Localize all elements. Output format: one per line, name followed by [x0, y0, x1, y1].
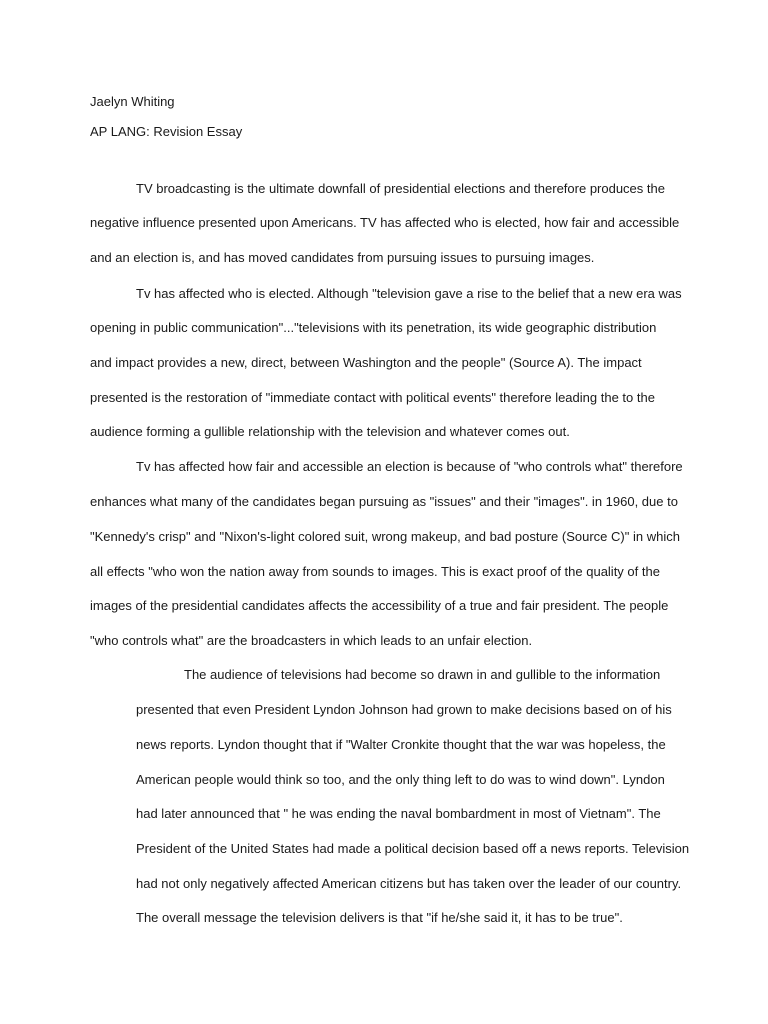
- paragraph-4-line-7: had not only negatively affected American citizens but has taken over the leader of our country.: [136, 876, 682, 891]
- paragraph-1-line-1: TV broadcasting is the ultimate downfall of presidential elections and therefore produces the: [136, 181, 665, 196]
- paragraph-3-line-5: images of the presidential candidates affects the accessibility of a true and fair president. The people: [90, 598, 669, 613]
- paragraph-3-line-2: enhances what many of the candidates began pursuing as "issues" and their "images". in 1960, due to: [90, 494, 678, 509]
- paragraph-3-line-6: "who controls what" are the broadcasters in which leads to an unfair election.: [90, 633, 533, 648]
- paragraph-1-line-2: negative influence presented upon Americans. TV has affected who is elected, how fair and accessible: [90, 215, 680, 230]
- paragraph-4-line-2: presented that even President Lyndon Johnson had grown to make decisions based on of his: [136, 702, 672, 717]
- paragraph-3-line-1: Tv has affected how fair and accessible an election is because of "who controls what" therefore: [136, 459, 683, 474]
- paragraph-2-line-4: presented is the restoration of "immediate contact with political events" therefore leading the to the: [90, 390, 655, 405]
- paragraph-2-line-5: audience forming a gullible relationship with the television and whatever comes out.: [90, 424, 570, 439]
- paragraph-3-line-3: "Kennedy's crisp" and "Nixon's-light colored suit, wrong makeup, and bad posture (Source C)" in which: [90, 529, 680, 544]
- paragraph-2-line-2: opening in public communication"..."televisions with its penetration, its wide geographic distribution: [90, 320, 657, 335]
- paragraph-4-line-4: American people would think so too, and the only thing left to do was to wind down". Lyndon: [136, 772, 665, 787]
- paragraph-2-line-3: and impact provides a new, direct, between Washington and the people" (Source A). The impact: [90, 355, 642, 370]
- paragraph-4-line-3: news reports. Lyndon thought that if "Walter Cronkite thought that the war was hopeless, the: [136, 737, 666, 752]
- paragraph-2-line-1: Tv has affected who is elected. Although "television gave a rise to the belief that a new era was: [136, 286, 682, 301]
- paragraph-4-line-5: had later announced that " he was ending the naval bombardment in most of Vietnam". The: [136, 806, 661, 821]
- paragraph-4-line-6: President of the United States had made a political decision based off a news reports. Television: [136, 841, 690, 856]
- author-name: Jaelyn Whiting: [90, 94, 175, 109]
- course-title: AP LANG: Revision Essay: [90, 124, 243, 139]
- paragraph-4-line-8: The overall message the television delivers is that "if he/she said it, it has to be true".: [136, 910, 623, 925]
- paragraph-3-line-4: all effects "who won the nation away from sounds to images. This is exact proof of the quality of the: [90, 564, 660, 579]
- paragraph-1-line-3: and an election is, and has moved candidates from pursuing issues to pursuing images.: [90, 250, 595, 265]
- paragraph-4-line-1: The audience of televisions had become so drawn in and gullible to the information: [184, 667, 661, 682]
